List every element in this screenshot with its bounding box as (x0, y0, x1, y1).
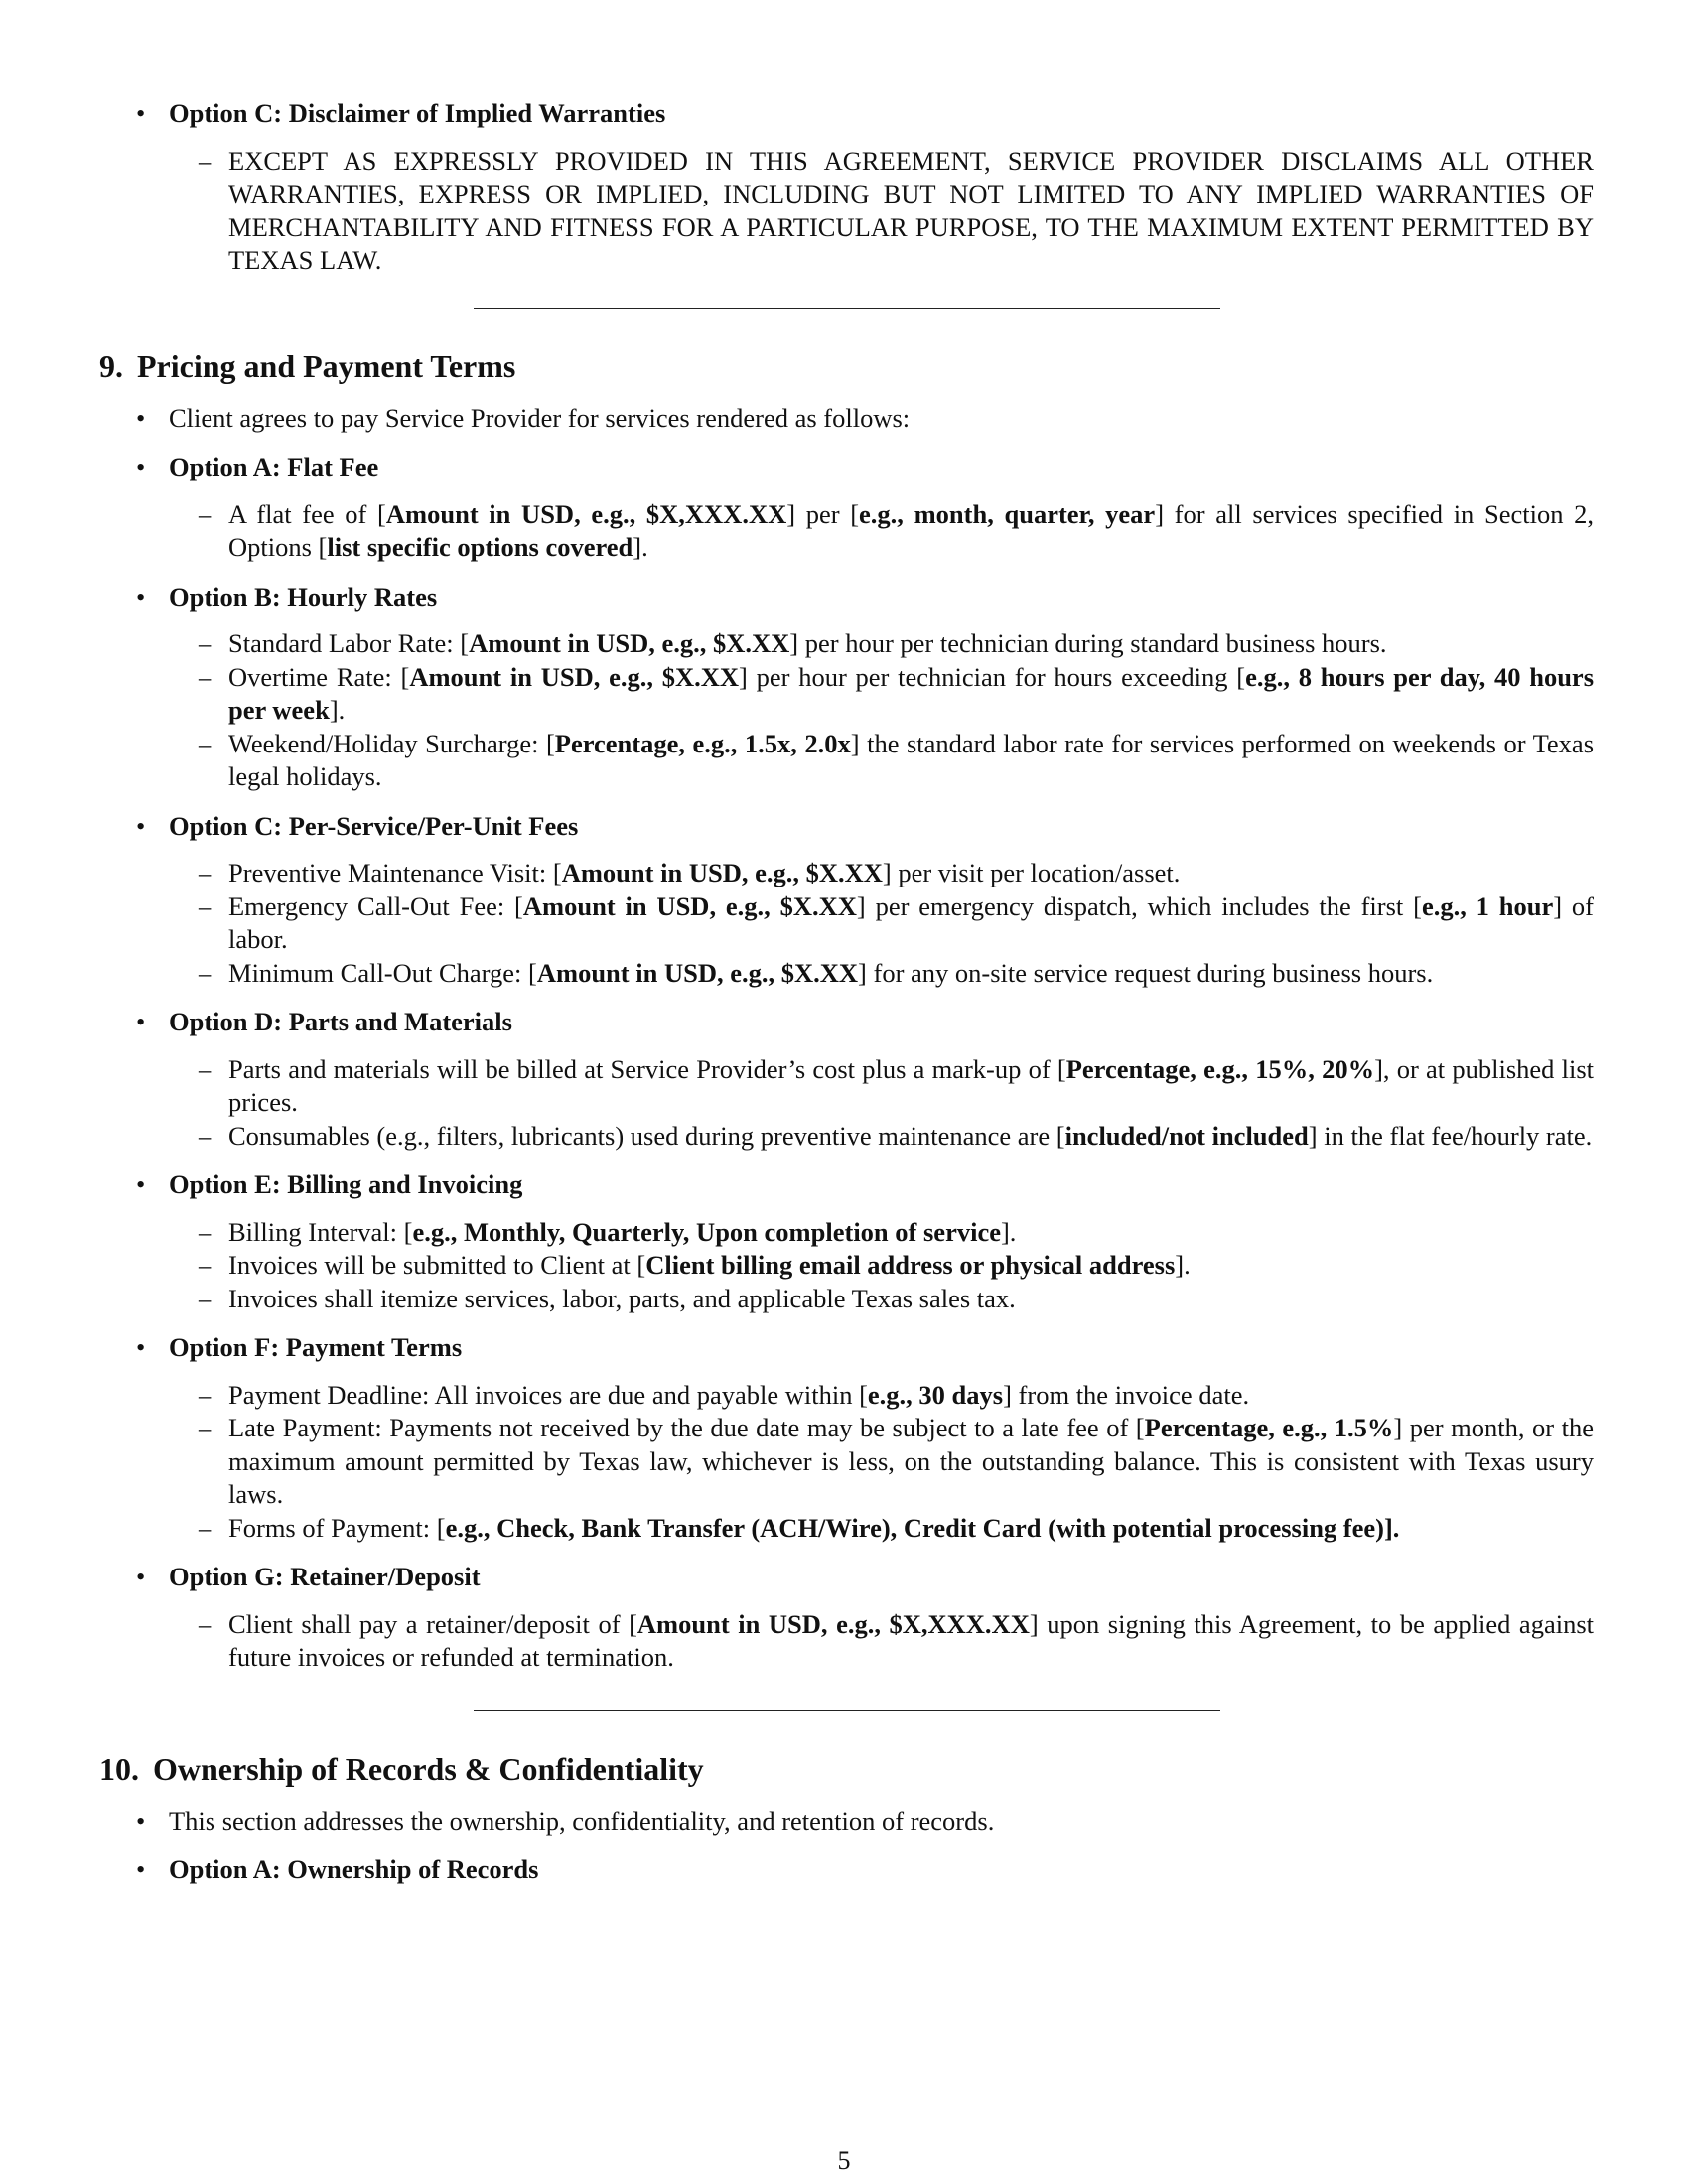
list-item: – Weekend/Holiday Surcharge: [Percentage, e.g., 1.5x, 2.0x] the standard labor rate for services performed on weekends or Texas legal holidays. (169, 728, 1594, 794)
section-divider (474, 308, 1220, 309)
section-8-continued-list (99, 97, 1594, 278)
page-number: 5 (837, 2146, 851, 2175)
list-item: – Client shall pay a retainer/deposit of [Amount in USD, e.g., $X,XXX.XX] upon signing this Agreement, to be applied against future invoices or refunded at termination. (169, 1608, 1594, 1675)
option-d-parts-materials (99, 1006, 1594, 1153)
list-item: – Consumables (e.g., filters, lubricants) used during preventive maintenance are [included/not included] in the flat fee/hourly rate. (169, 1120, 1594, 1154)
section-10-list (99, 1805, 1594, 1887)
list-item: – Payment Deadline: All invoices are due and payable within [e.g., 30 days] from the invoice date. (169, 1379, 1594, 1413)
list-item: – Minimum Call-Out Charge: [Amount in USD, e.g., $X.XX] for any on-site service request during business hours. (169, 957, 1594, 991)
option-a-ownership-records (99, 1853, 1594, 1887)
option-g-retainer-deposit (99, 1561, 1594, 1675)
section-9-list (99, 402, 1594, 1675)
list-item: – Invoices will be submitted to Client at [Client billing email address or physical address]. (169, 1249, 1594, 1283)
page-content (99, 97, 1594, 1903)
section-10-heading: 10. Ownership of Records & Confidentiality (99, 1750, 704, 1787)
section-divider (474, 1710, 1220, 1711)
warranty-disclaimer-text: – EXCEPT AS EXPRESSLY PROVIDED IN THIS AGREEMENT, SERVICE PROVIDER DISCLAIMS ALL OTHER WARRANTIES, EXPRESS OR IMPLIED, INCLUDING BUT NOT LIMITED TO ANY IMPLIED WARRANTIES OF MERCHANTABILITY AND FITNESS FOR A PARTICULAR PURPOSE, TO THE MAXIMUM EXTENT PERMITTED BY TEXAS LAW. (169, 145, 1594, 278)
list-item: – Parts and materials will be billed at Service Provider’s cost plus a mark-up of [Percentage, e.g., 15%, 20%], or at published list prices. (169, 1053, 1594, 1120)
section-9-intro: • Client agrees to pay Service Provider for services rendered as follows: (99, 402, 1594, 436)
list-item: – Emergency Call-Out Fee: [Amount in USD, e.g., $X.XX] per emergency dispatch, which includes the first [e.g., 1 hour] of labor. (169, 890, 1594, 957)
list-item: – Invoices shall itemize services, labor, parts, and applicable Texas sales tax. (169, 1283, 1594, 1316)
section-9-heading: 9. Pricing and Payment Terms (99, 347, 516, 384)
list-item: – A flat fee of [Amount in USD, e.g., $X,XXX.XX] per [e.g., month, quarter, year] for all services specified in Section 2, Options [list specific options covered]. (169, 498, 1594, 565)
list-item: – Late Payment: Payments not received by the due date may be subject to a late fee of [Percentage, e.g., 1.5%] per month, or the maximum amount permitted by Texas law, whichever is less, on the outstanding balance. This is consistent with Texas usury laws. (169, 1412, 1594, 1512)
option-a-flat-fee (99, 451, 1594, 565)
option-title: Option G: Retainer/Deposit (169, 1562, 481, 1591)
option-title: Option F: Payment Terms (169, 1332, 463, 1362)
list-item: – Billing Interval: [e.g., Monthly, Quarterly, Upon completion of service]. (169, 1216, 1594, 1250)
option-title: Option B: Hourly Rates (169, 581, 438, 612)
option-c-warranties (99, 97, 1594, 278)
list-item: – Preventive Maintenance Visit: [Amount in USD, e.g., $X.XX] per visit per location/asset. (169, 857, 1594, 890)
option-title: Option C: Per-Service/Per-Unit Fees (169, 810, 579, 841)
option-b-hourly-rates (99, 581, 1594, 794)
option-title: Option E: Billing and Invoicing (169, 1169, 523, 1199)
option-title: Option A: Ownership of Records (169, 1854, 539, 1884)
option-f-payment-terms (99, 1331, 1594, 1545)
list-item: – Forms of Payment: [e.g., Check, Bank Transfer (ACH/Wire), Credit Card (with potential processing fee)]. (169, 1512, 1594, 1546)
section-10-intro: • This section addresses the ownership, confidentiality, and retention of records. (99, 1805, 1594, 1839)
list-item: – Overtime Rate: [Amount in USD, e.g., $X.XX] per hour per technician for hours exceeding [e.g., 8 hours per day, 40 hours per week]. (169, 661, 1594, 728)
option-title: Option D: Parts and Materials (169, 1007, 512, 1036)
option-title: Option A: Flat Fee (169, 452, 379, 481)
option-e-billing-invoicing (99, 1168, 1594, 1315)
option-title: Option C: Disclaimer of Implied Warranties (169, 98, 666, 128)
list-item: – Standard Labor Rate: [Amount in USD, e.g., $X.XX] per hour per technician during standard business hours. (169, 627, 1594, 661)
option-c-per-service-fees (99, 810, 1594, 991)
